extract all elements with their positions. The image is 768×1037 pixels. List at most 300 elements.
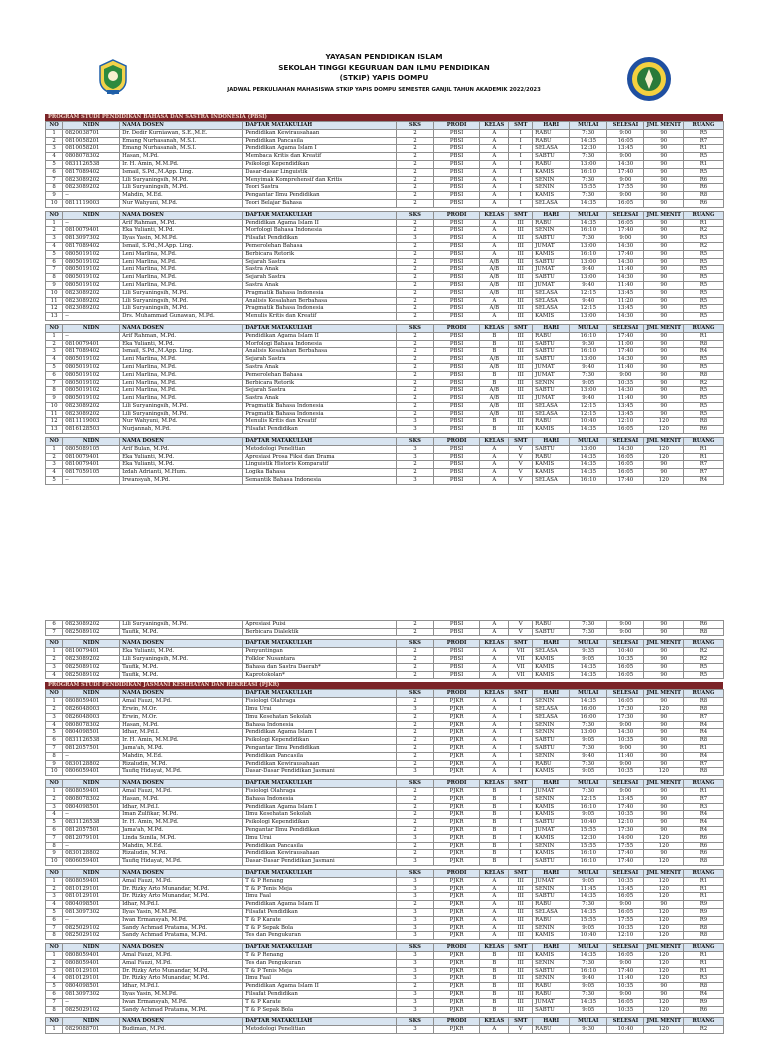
- table-cell: 3: [396, 967, 433, 975]
- table-cell: 2: [396, 628, 433, 636]
- table-cell: --: [63, 842, 120, 850]
- table-cell: R1: [684, 788, 724, 796]
- table-cell: 14:30: [607, 387, 644, 395]
- table-cell: Taufik, M.Pd.: [120, 671, 243, 679]
- table-cell: R2: [684, 648, 724, 656]
- table-cell: 13:00: [570, 258, 607, 266]
- table-row: [46, 250, 724, 258]
- table-cell: 3: [46, 803, 63, 811]
- table-row: [46, 461, 724, 469]
- column-header: HARI: [533, 780, 570, 788]
- table-cell: RABU: [533, 219, 570, 227]
- table-row: [46, 395, 724, 403]
- table-cell: B: [480, 951, 509, 959]
- table-cell: Eka Yulianti, M.Pd.: [120, 453, 243, 461]
- table-cell: Arif Rahman, M.Pd.: [120, 332, 243, 340]
- table-cell: SABTU: [533, 967, 570, 975]
- table-cell: 9:00: [607, 959, 644, 967]
- table-cell: III: [509, 235, 533, 243]
- table-cell: 0825029102: [63, 1006, 120, 1014]
- document-header: [45, 52, 723, 114]
- table-cell: R2: [684, 227, 724, 235]
- table-cell: A/B: [480, 356, 509, 364]
- table-cell: III: [509, 356, 533, 364]
- table-cell: 11:40: [607, 266, 644, 274]
- institution-short-name: (STKIP) YAPIS DOMPU: [339, 73, 429, 82]
- table-cell: PJKR: [433, 819, 479, 827]
- table-cell: 13:00: [570, 313, 607, 321]
- table-cell: RABU: [533, 137, 570, 145]
- table-cell: 9:05: [570, 768, 607, 776]
- column-header: DAFTAR MATAKULIAH: [243, 438, 397, 446]
- table-cell: 14:35: [570, 219, 607, 227]
- table-cell: RABU: [533, 332, 570, 340]
- table-cell: 5: [46, 363, 63, 371]
- table-cell: 6: [46, 258, 63, 266]
- table-cell: 0823089202: [63, 410, 120, 418]
- table-cell: Leni Marlina, M.Pd.: [120, 281, 243, 289]
- table-cell: PBSI: [433, 281, 479, 289]
- table-cell: Amal Fauzi, M.Pd.: [120, 877, 243, 885]
- table-cell: A/B: [480, 410, 509, 418]
- column-header: NO: [46, 438, 63, 446]
- table-cell: 16:10: [570, 850, 607, 858]
- table-cell: Lili Suryaningsih, M.Pd.: [120, 410, 243, 418]
- table-cell: 0806059401: [63, 768, 120, 776]
- table-cell: B: [480, 379, 509, 387]
- table-cell: 90: [644, 795, 684, 803]
- table-cell: A: [480, 242, 509, 250]
- table-cell: 3: [396, 445, 433, 453]
- table-cell: I: [509, 199, 533, 207]
- table-cell: 90: [644, 219, 684, 227]
- table-cell: Metodologi Penelitian: [243, 445, 397, 453]
- column-header: SELESAI: [607, 690, 644, 698]
- table-cell: Pengantar Ilmu Pendidikan: [243, 745, 397, 753]
- table-row: [46, 932, 724, 940]
- column-header: RUANG: [684, 780, 724, 788]
- table-cell: 90: [644, 289, 684, 297]
- table-cell: R5: [684, 402, 724, 410]
- column-header: KELAS: [480, 1018, 509, 1026]
- table-cell: T & P Renang: [243, 951, 397, 959]
- table-cell: 90: [644, 274, 684, 282]
- table-cell: Leni Marlina, M.Pd.: [120, 266, 243, 274]
- table-cell: 2: [396, 129, 433, 137]
- table-cell: PBSI: [433, 297, 479, 305]
- table-cell: A: [480, 901, 509, 909]
- table-cell: Erwin, M.Or.: [120, 713, 243, 721]
- table-cell: A: [480, 752, 509, 760]
- table-cell: Mahdin, M.Ed.: [120, 752, 243, 760]
- table-cell: 90: [644, 387, 684, 395]
- table-cell: PJKR: [433, 885, 479, 893]
- table-row: [46, 656, 724, 664]
- table-row: [46, 967, 724, 975]
- table-cell: Iwan Ermansyah, M.Pd.: [120, 916, 243, 924]
- column-header: NIDN: [63, 780, 120, 788]
- table-cell: 13:00: [570, 387, 607, 395]
- table-cell: Pendidikan Pancasila: [243, 842, 397, 850]
- table-cell: 13:00: [570, 445, 607, 453]
- table-cell: PJKR: [433, 729, 479, 737]
- column-header: SELESAI: [607, 944, 644, 952]
- table-cell: PJKR: [433, 967, 479, 975]
- column-header: NAMA DOSEN: [120, 869, 243, 877]
- table-row: [46, 402, 724, 410]
- table-cell: Filsafat Pendidikan: [243, 426, 397, 434]
- table-cell: Berbicara Retorik: [243, 250, 397, 258]
- table-cell: PBSI: [433, 176, 479, 184]
- table-cell: 0805019102: [63, 371, 120, 379]
- table-cell: Bahasa Indonesia: [243, 795, 397, 803]
- column-header: NIDN: [63, 869, 120, 877]
- table-cell: 16:05: [607, 893, 644, 901]
- table-cell: PJKR: [433, 858, 479, 866]
- table-cell: A: [480, 698, 509, 706]
- schedule-table: [45, 121, 724, 208]
- column-header: NAMA DOSEN: [120, 1018, 243, 1026]
- table-cell: 0808059401: [63, 788, 120, 796]
- table-cell: --: [63, 477, 120, 485]
- table-cell: Leni Marlina, M.Pd.: [120, 258, 243, 266]
- table-row: [46, 145, 724, 153]
- column-header: DAFTAR MATAKULIAH: [243, 690, 397, 698]
- table-cell: R4: [684, 819, 724, 827]
- column-header: MULAI: [570, 324, 607, 332]
- column-header: SMT: [509, 122, 533, 130]
- table-cell: Pragmatik Bahasa Indonesia: [243, 402, 397, 410]
- table-cell: 90: [644, 826, 684, 834]
- table-cell: 13:00: [570, 242, 607, 250]
- table-cell: PBSI: [433, 387, 479, 395]
- column-header: NO: [46, 211, 63, 219]
- table-cell: Ilmu Urai: [243, 834, 397, 842]
- table-cell: 120: [644, 426, 684, 434]
- table-cell: R4: [684, 729, 724, 737]
- table-cell: Ir. H. Amin, M.M.Pd.: [120, 819, 243, 827]
- table-row: [46, 648, 724, 656]
- table-cell: R8: [684, 698, 724, 706]
- column-header: JML MENIT: [644, 869, 684, 877]
- column-header: SELESAI: [607, 1018, 644, 1026]
- table-cell: 2: [396, 242, 433, 250]
- table-cell: PBSI: [433, 235, 479, 243]
- table-row: [46, 192, 724, 200]
- table-cell: 11:20: [607, 297, 644, 305]
- table-cell: PBSI: [433, 648, 479, 656]
- column-header: NAMA DOSEN: [120, 780, 243, 788]
- table-cell: PJKR: [433, 745, 479, 753]
- table-cell: 0823089202: [63, 305, 120, 313]
- column-header: HARI: [533, 690, 570, 698]
- table-row: [46, 713, 724, 721]
- table-cell: 120: [644, 858, 684, 866]
- table-cell: 0826048003: [63, 713, 120, 721]
- table-cell: R5: [684, 663, 724, 671]
- table-cell: 9:00: [607, 901, 644, 909]
- table-row: [46, 281, 724, 289]
- table-cell: RABU: [533, 160, 570, 168]
- table-cell: 11:40: [607, 395, 644, 403]
- table-cell: 14:35: [570, 453, 607, 461]
- table-cell: SABTU: [533, 258, 570, 266]
- schedule-table: [45, 689, 724, 776]
- table-cell: PBSI: [433, 332, 479, 340]
- foundation-name: YAYASAN PENDIDIKAN ISLAM: [325, 52, 443, 61]
- table-cell: 90: [644, 395, 684, 403]
- table-cell: B: [480, 834, 509, 842]
- column-header: NO: [46, 690, 63, 698]
- table-cell: 4: [46, 975, 63, 983]
- table-cell: PBSI: [433, 137, 479, 145]
- table-cell: VII: [509, 663, 533, 671]
- table-cell: PBSI: [433, 199, 479, 207]
- table-cell: 3: [396, 768, 433, 776]
- column-header: HARI: [533, 211, 570, 219]
- table-cell: B: [480, 998, 509, 1006]
- table-cell: Ir. H. Amin, M.M.Pd.: [120, 160, 243, 168]
- table-cell: 14:30: [607, 274, 644, 282]
- table-cell: PBSI: [433, 628, 479, 636]
- table-cell: 9:05: [570, 1006, 607, 1014]
- table-cell: Berbicara Retorik: [243, 379, 397, 387]
- table-cell: 3: [46, 893, 63, 901]
- table-row: [46, 893, 724, 901]
- table-cell: T & P Tenis Meja: [243, 885, 397, 893]
- table-cell: Arif Rahman, M.Pd.: [120, 219, 243, 227]
- table-cell: 0808078302: [63, 795, 120, 803]
- table-cell: 14:35: [570, 908, 607, 916]
- table-cell: 16:10: [570, 332, 607, 340]
- table-cell: Irwansyah, M.Pd.: [120, 477, 243, 485]
- table-cell: PJKR: [433, 932, 479, 940]
- table-cell: III: [509, 387, 533, 395]
- table-cell: 10: [46, 768, 63, 776]
- column-header: HARI: [533, 640, 570, 648]
- table-cell: 10: [46, 858, 63, 866]
- column-header: JML MENIT: [644, 944, 684, 952]
- column-header: KELAS: [480, 640, 509, 648]
- table-cell: R5: [684, 313, 724, 321]
- table-cell: PBSI: [433, 418, 479, 426]
- table-header-row: [46, 211, 724, 219]
- table-cell: JUMAT: [533, 826, 570, 834]
- table-cell: 14:35: [570, 998, 607, 1006]
- table-cell: Taufiq Hidayat, M.Pd.: [120, 768, 243, 776]
- table-cell: I: [509, 145, 533, 153]
- table-cell: Izdah Adrianti, M.Hum.: [120, 469, 243, 477]
- table-cell: R7: [684, 137, 724, 145]
- table-cell: Hasan, M.Pd.: [120, 795, 243, 803]
- table-cell: 14:35: [570, 951, 607, 959]
- table-cell: 12:15: [570, 305, 607, 313]
- table-cell: Ilmu Faal: [243, 893, 397, 901]
- table-cell: 11:40: [607, 363, 644, 371]
- table-cell: Idhar, M.Pd.I.: [120, 729, 243, 737]
- table-cell: 0825029102: [63, 932, 120, 940]
- table-cell: --: [63, 332, 120, 340]
- table-cell: Tes dan Pengukuran: [243, 959, 397, 967]
- table-cell: Amal Fauzi, M.Pd.: [120, 788, 243, 796]
- table-cell: A: [480, 671, 509, 679]
- table-cell: 2: [396, 729, 433, 737]
- table-cell: 2: [396, 281, 433, 289]
- column-header: PRODI: [433, 122, 479, 130]
- table-cell: 10: [46, 289, 63, 297]
- table-cell: 2: [396, 842, 433, 850]
- table-cell: 90: [644, 663, 684, 671]
- table-cell: PJKR: [433, 1026, 479, 1034]
- table-cell: Ilmu Faal: [243, 975, 397, 983]
- column-header: DAFTAR MATAKULIAH: [243, 1018, 397, 1026]
- table-cell: Ilmu Kesehatan Sekolah: [243, 811, 397, 819]
- table-cell: PJKR: [433, 983, 479, 991]
- table-cell: 2: [396, 395, 433, 403]
- table-cell: 6: [46, 620, 63, 628]
- table-cell: A: [480, 877, 509, 885]
- table-cell: I: [509, 834, 533, 842]
- table-cell: 0830128802: [63, 760, 120, 768]
- table-cell: PJKR: [433, 768, 479, 776]
- table-cell: Hasan, M.Pd.: [120, 721, 243, 729]
- table-cell: III: [509, 371, 533, 379]
- table-cell: 17:40: [607, 250, 644, 258]
- table-cell: 9:00: [607, 235, 644, 243]
- table-cell: Sastra Anak: [243, 266, 397, 274]
- table-cell: Idhar, M.Pd.I.: [120, 983, 243, 991]
- table-cell: PJKR: [433, 713, 479, 721]
- table-cell: III: [509, 313, 533, 321]
- table-cell: KAMIS: [533, 811, 570, 819]
- table-cell: 0820038701: [63, 129, 120, 137]
- table-cell: R4: [684, 721, 724, 729]
- table-cell: 9:40: [570, 266, 607, 274]
- table-cell: 9:05: [570, 983, 607, 991]
- column-header: PRODI: [433, 944, 479, 952]
- table-cell: 2: [396, 379, 433, 387]
- table-cell: 90: [644, 184, 684, 192]
- table-cell: R6: [684, 850, 724, 858]
- table-cell: 2: [46, 706, 63, 714]
- table-cell: 17:40: [607, 858, 644, 866]
- table-cell: 13:00: [570, 356, 607, 364]
- table-cell: 2: [396, 760, 433, 768]
- table-cell: 0812057501: [63, 826, 120, 834]
- table-cell: Ilmu Kesehatan Sekolah: [243, 713, 397, 721]
- table-cell: KAMIS: [533, 469, 570, 477]
- table-cell: 16:05: [607, 453, 644, 461]
- table-header-row: [46, 780, 724, 788]
- table-cell: 12:10: [607, 932, 644, 940]
- table-cell: III: [509, 916, 533, 924]
- table-cell: 90: [644, 628, 684, 636]
- table-row: [46, 418, 724, 426]
- table-cell: KAMIS: [533, 426, 570, 434]
- table-cell: SENIN: [533, 842, 570, 850]
- table-cell: 2: [46, 227, 63, 235]
- table-cell: A: [480, 768, 509, 776]
- schedule-table: [45, 620, 724, 637]
- table-cell: 90: [644, 379, 684, 387]
- table-cell: A/B: [480, 258, 509, 266]
- column-header: JML MENIT: [644, 690, 684, 698]
- table-cell: 3: [396, 951, 433, 959]
- table-cell: A: [480, 129, 509, 137]
- table-cell: SELASA: [533, 477, 570, 485]
- table-cell: Menulis Kritis dan Kreatif: [243, 313, 397, 321]
- table-cell: Idhar, M.Pd.I.: [120, 901, 243, 909]
- table-cell: 120: [644, 998, 684, 1006]
- table-cell: PBSI: [433, 160, 479, 168]
- table-cell: Pemerolehan Bahasa: [243, 371, 397, 379]
- table-cell: R5: [684, 410, 724, 418]
- table-row: [46, 363, 724, 371]
- table-cell: III: [509, 951, 533, 959]
- table-cell: 7: [46, 924, 63, 932]
- table-cell: Apresiasi Prosa Fiksi dan Drama: [243, 453, 397, 461]
- table-cell: PBSI: [433, 340, 479, 348]
- table-row: [46, 379, 724, 387]
- table-cell: PJKR: [433, 834, 479, 842]
- table-cell: 16:05: [607, 469, 644, 477]
- table-row: [46, 274, 724, 282]
- table-cell: V: [509, 620, 533, 628]
- table-cell: 0817089402: [63, 348, 120, 356]
- table-cell: 14:30: [607, 356, 644, 364]
- table-cell: SENIN: [533, 698, 570, 706]
- table-cell: Pendidikan Kewirausahaan: [243, 760, 397, 768]
- table-row: [46, 469, 724, 477]
- table-cell: I: [509, 706, 533, 714]
- table-header-row: [46, 324, 724, 332]
- table-cell: KAMIS: [533, 313, 570, 321]
- table-cell: I: [509, 811, 533, 819]
- table-row: [46, 671, 724, 679]
- column-header: MULAI: [570, 690, 607, 698]
- table-cell: SELASA: [533, 305, 570, 313]
- table-cell: R3: [684, 975, 724, 983]
- table-cell: 2: [396, 850, 433, 858]
- table-cell: 10:35: [607, 983, 644, 991]
- table-cell: I: [509, 795, 533, 803]
- table-cell: 7:30: [570, 620, 607, 628]
- table-cell: 0813097302: [63, 990, 120, 998]
- table-cell: 16:10: [570, 227, 607, 235]
- table-row: [46, 289, 724, 297]
- table-cell: III: [509, 932, 533, 940]
- table-cell: PBSI: [433, 274, 479, 282]
- table-cell: 14:35: [570, 199, 607, 207]
- table-cell: A/B: [480, 402, 509, 410]
- table-cell: R8: [684, 983, 724, 991]
- column-header: SMT: [509, 944, 533, 952]
- table-row: [46, 916, 724, 924]
- column-header: KELAS: [480, 869, 509, 877]
- table-cell: 9:30: [570, 1026, 607, 1034]
- table-row: [46, 858, 724, 866]
- table-cell: B: [480, 990, 509, 998]
- table-cell: 2: [396, 371, 433, 379]
- table-cell: 9:05: [570, 656, 607, 664]
- table-cell: Sejarah Sastra: [243, 356, 397, 364]
- table-cell: 10:35: [607, 924, 644, 932]
- table-cell: III: [509, 227, 533, 235]
- table-cell: III: [509, 219, 533, 227]
- table-cell: KAMIS: [533, 656, 570, 664]
- table-cell: 17:40: [607, 168, 644, 176]
- table-cell: A: [480, 199, 509, 207]
